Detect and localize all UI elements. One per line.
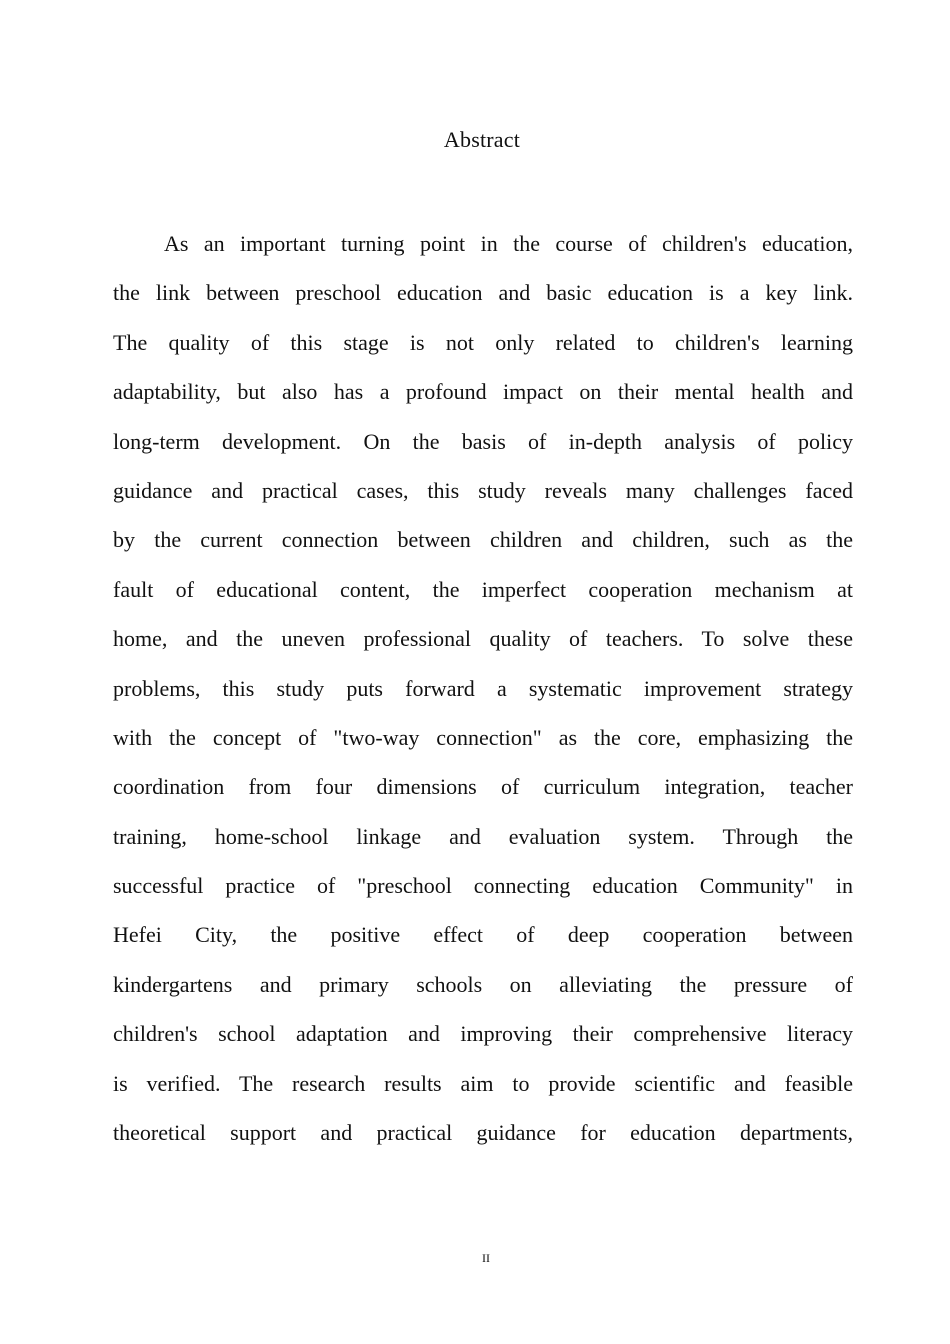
abstract-line: Hefei City, the positive effect of deep cooperation between [113, 922, 853, 948]
abstract-title: Abstract [443, 127, 521, 152]
page-number: II [482, 1251, 490, 1265]
abstract-line: The quality of this stage is not only related to children's learning [113, 329, 853, 355]
abstract-line: kindergartens and primary schools on alleviating the pressure of [113, 971, 853, 997]
abstract-line: by the current connection between children and children, such as the [113, 527, 853, 553]
abstract-line: long-term development. On the basis of in-depth analysis of policy [113, 428, 853, 454]
abstract-line: with the concept of "two-way connection" as the core, emphasizing the [113, 724, 853, 750]
abstract-line: theoretical support and practical guidance for education departments, [113, 1120, 853, 1146]
abstract-line: home, and the uneven professional quality of teachers. To solve these [113, 626, 853, 652]
abstract-line: problems, this study puts forward a systematic improvement strategy [113, 675, 853, 701]
abstract-line: adaptability, but also has a profound impact on their mental health and [113, 379, 853, 405]
abstract-body [113, 229, 853, 1167]
abstract-line: the link between preschool education and basic education is a key link. [113, 280, 853, 306]
abstract-line: is verified. The research results aim to provide scientific and feasible [113, 1070, 853, 1096]
abstract-line: coordination from four dimensions of curriculum integration, teacher [113, 774, 853, 800]
abstract-line: As an important turning point in the course of children's education, [164, 231, 853, 256]
abstract-line: guidance and practical cases, this study reveals many challenges faced [113, 477, 853, 503]
abstract-line: successful practice of "preschool connecting education Community" in [113, 873, 853, 899]
abstract-line: children's school adaptation and improving their comprehensive literacy [113, 1021, 853, 1047]
abstract-line: fault of educational content, the imperfect cooperation mechanism at [113, 576, 853, 602]
abstract-line: training, home-school linkage and evaluation system. Through the [113, 823, 853, 849]
